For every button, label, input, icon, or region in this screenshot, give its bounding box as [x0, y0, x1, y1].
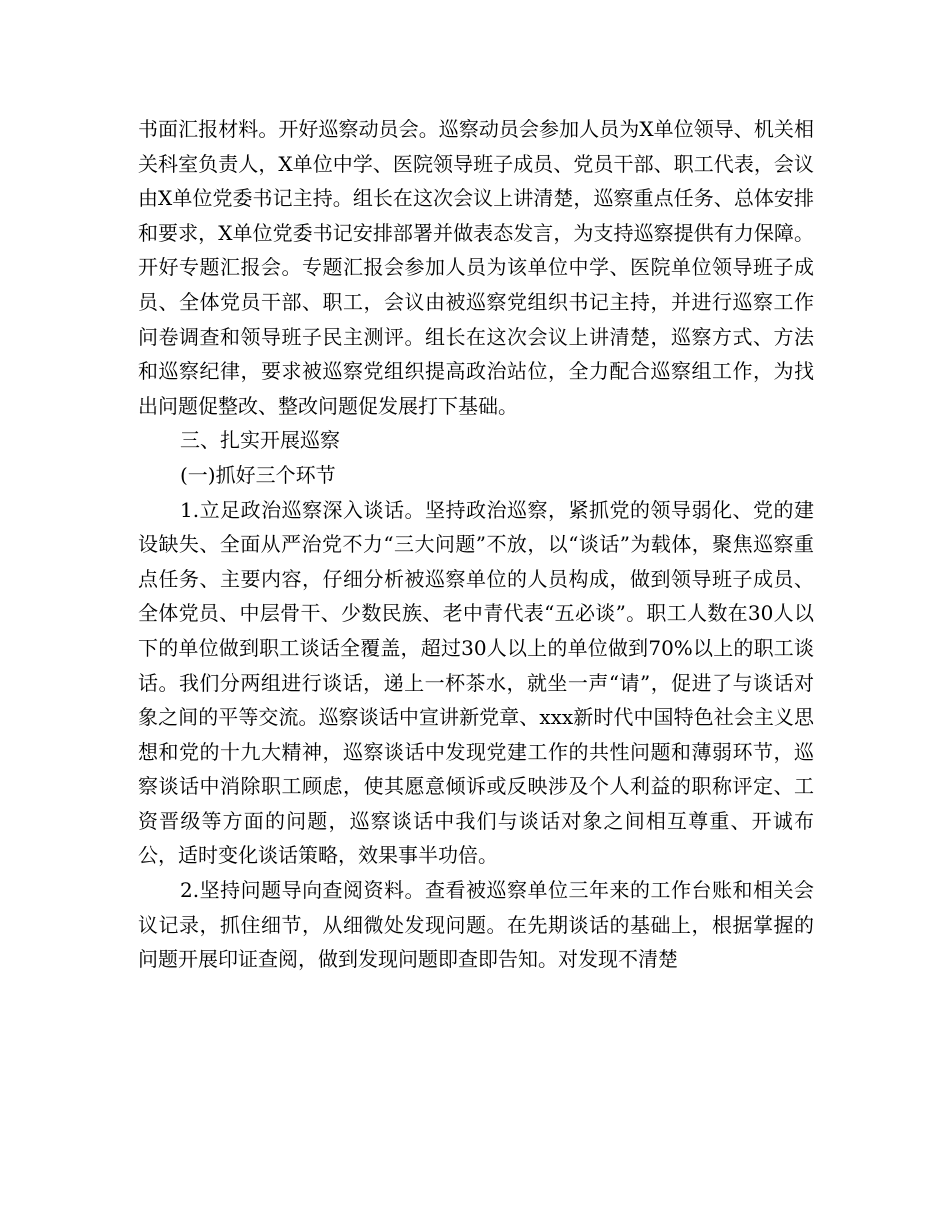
document-page	[138, 112, 814, 977]
section-heading-3: 三、扎实开展巡察	[180, 428, 340, 453]
paragraph-meeting-arrangements: 书面汇报材料。开好巡察动员会。巡察动员会参加人员为X单位领导、机关相关科室负责人，X单位中学、医院领导班子成员、党员干部、职工代表，会议由X单位党委书记主持。组长在这次会议上讲清楚，巡察重点任务、总体安排和要求，X单位党委书记安排部署并做表态发言，为支持巡察提供有力保障。开好专题汇报会。专题汇报会参加人员为该单位中学、医院单位领导班子成员、全体党员干部、职工，会议由被巡察党组织书记主持，并进行巡察工作问卷调查和领导班子民主测评。组长在这次会议上讲清楚，巡察方式、方法和巡察纪律，要求被巡察党组织提高政治站位，全力配合巡察组工作，为找出问题促整改、整改问题促发展打下基础。	[138, 117, 814, 418]
subsection-heading-1: (一)抓好三个环节	[180, 462, 336, 487]
paragraph-item-1-interviews: 1.立足政治巡察深入谈话。坚持政治巡察，紧抓党的领导弱化、党的建设缺失、全面从严治党不力“三大问题”不放，以“谈话”为载体，聚焦巡察重点任务、主要内容，仔细分析被巡察单位的人员构成，做到领导班子成员、全体党员、中层骨干、少数民族、老中青代表“五必谈”。职工人数在30人以下的单位做到职工谈话全覆盖，超过30人以上的单位做到70%以上的职工谈话。我们分两组进行谈话，递上一杯茶水，就坐一声“请”，促进了与谈话对象之间的平等交流。巡察谈话中宣讲新党章、xxx新时代中国特色社会主义思想和党的十九大精神，巡察谈话中发现党建工作的共性问题和薄弱环节，巡察谈话中消除职工顾虑，使其愿意倾诉或反映涉及个人利益的职称评定、工资晋级等方面的问题，巡察谈话中我们与谈话对象之间相互尊重、开诚布公，适时变化谈话策略，效果事半功倍。	[138, 497, 814, 868]
paragraph-item-2-records: 2.坚持问题导向查阅资料。查看被巡察单位三年来的工作台账和相关会议记录，抓住细节，从细微处发现问题。在先期谈话的基础上，根据掌握的问题开展印证查阅，做到发现问题即查即告知。对发现不清楚	[138, 878, 814, 972]
